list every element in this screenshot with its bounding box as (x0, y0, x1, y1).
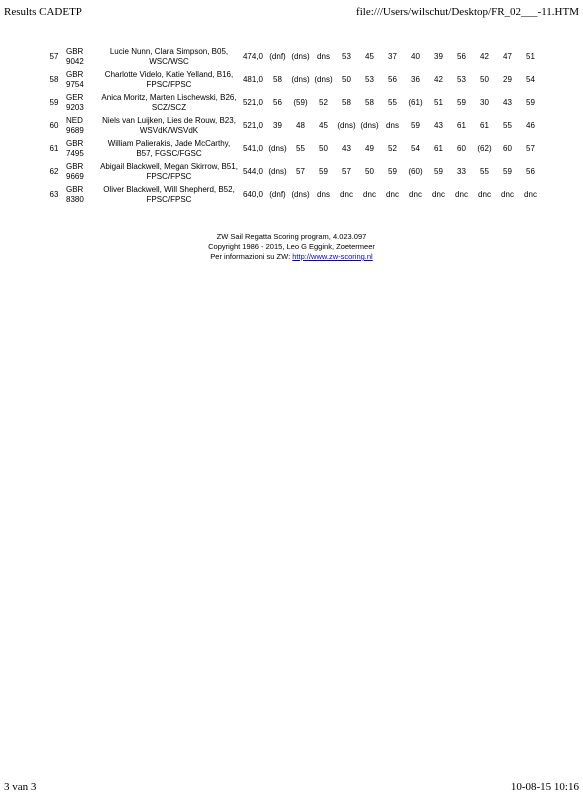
race-score-cell: 58 (273, 74, 282, 84)
race-score-cell: 59 (411, 120, 420, 130)
rank-cell: 61 (49, 143, 59, 153)
crew-club: WSC/WSC (149, 56, 189, 66)
race-score-cell: (62) (477, 143, 492, 153)
crew-club: FPSC/FPSC (146, 171, 192, 181)
race-score-cell: 51 (434, 97, 443, 107)
table-row (44, 160, 542, 183)
race-score-cell: 61 (480, 120, 489, 130)
crew-names: Anica Moritz, Marten Lischewski, B26, (101, 92, 237, 102)
rank-cell: 63 (49, 189, 59, 199)
race-score-cell: 57 (526, 143, 535, 153)
race-score-cell: 50 (480, 74, 489, 84)
race-score-cell: dnc (501, 189, 514, 199)
table-row (44, 183, 542, 206)
race-score-cell: 42 (434, 74, 443, 84)
sail-number: 9689 (66, 125, 84, 135)
sail-number-cell (64, 183, 98, 206)
race-score-cell: 47 (503, 51, 512, 61)
race-score-cell: 55 (296, 143, 305, 153)
credits-copyright: Copyright 1986 - 2015, Leo G Eggink, Zoetermeer (208, 242, 375, 251)
race-score-cell: (dns) (314, 74, 333, 84)
total-points-cell: 474,0 (242, 51, 264, 61)
race-score-cell: 43 (503, 97, 512, 107)
race-score-cell: 37 (388, 51, 397, 61)
crew-names: Charlotte Videlo, Katie Yelland, B16, (104, 69, 234, 79)
crew-cell (98, 160, 240, 183)
race-score-cell: 50 (319, 143, 328, 153)
total-points-cell: 544,0 (242, 166, 264, 176)
race-score-cell: 56 (388, 74, 397, 84)
race-score-cell: 54 (526, 74, 535, 84)
crew-names: Abigail Blackwell, Megan Skirrow, B51, (100, 161, 238, 171)
race-score-cell: 43 (434, 120, 443, 130)
crew-names: William Palierakis, Jade McCarthy, (107, 138, 231, 148)
race-score-cell: 55 (480, 166, 489, 176)
race-score-cell: 53 (342, 51, 351, 61)
race-score-cell: 58 (365, 97, 374, 107)
race-score-cell: 55 (503, 120, 512, 130)
race-score-cell: dnc (363, 189, 376, 199)
credits-info (0, 252, 583, 262)
race-score-cell: 29 (503, 74, 512, 84)
sail-number-cell (64, 91, 98, 114)
crew-cell (98, 183, 240, 206)
race-score-cell: dnc (340, 189, 353, 199)
race-score-cell: 61 (434, 143, 443, 153)
rank-cell: 62 (49, 166, 59, 176)
crew-names: Niels van Luijken, Lies de Rouw, B23, (102, 115, 236, 125)
sail-number: 9754 (66, 79, 84, 89)
print-datetime: 10-08-15 10:16 (510, 781, 579, 793)
race-score-cell: 58 (342, 97, 351, 107)
race-score-cell: 52 (388, 143, 397, 153)
race-score-cell: 39 (434, 51, 443, 61)
total-points-cell: 521,0 (242, 120, 264, 130)
race-score-cell: 59 (526, 97, 535, 107)
sail-number: 9042 (66, 56, 84, 66)
race-score-cell: 59 (388, 166, 397, 176)
page-title: Results CADETP (4, 6, 82, 18)
race-score-cell: 56 (526, 166, 535, 176)
race-score-cell: 59 (434, 166, 443, 176)
race-score-cell: 52 (319, 97, 328, 107)
race-score-cell: 36 (411, 74, 420, 84)
crew-cell (98, 45, 240, 68)
race-score-cell: (dns) (337, 120, 356, 130)
crew-cell (98, 137, 240, 160)
page-number: 3 van 3 (4, 781, 37, 793)
sail-number-cell (64, 114, 98, 137)
total-points-cell: 640,0 (242, 189, 264, 199)
race-score-cell: dnc (455, 189, 468, 199)
race-score-cell: 56 (273, 97, 282, 107)
table-row (44, 45, 542, 68)
race-score-cell: 60 (457, 143, 466, 153)
race-score-cell: dnc (432, 189, 445, 199)
nation-code: GBR (66, 138, 84, 148)
nation-code: GER (66, 92, 84, 102)
race-score-cell: 59 (319, 166, 328, 176)
credits-block (0, 232, 583, 262)
results-table (44, 45, 542, 206)
sail-number-cell (64, 160, 98, 183)
race-score-cell: 51 (526, 51, 535, 61)
race-score-cell: 59 (457, 97, 466, 107)
sail-number: 9203 (66, 102, 84, 112)
table-row (44, 137, 542, 160)
race-score-cell: dns (317, 189, 330, 199)
race-score-cell: 56 (457, 51, 466, 61)
race-score-cell: 43 (342, 143, 351, 153)
table-row (44, 68, 542, 91)
rank-cell: 59 (49, 97, 59, 107)
crew-cell (98, 68, 240, 91)
race-score-cell: 42 (480, 51, 489, 61)
crew-club: FPSC/FPSC (146, 79, 192, 89)
race-score-cell: 50 (365, 166, 374, 176)
race-score-cell: (dns) (291, 74, 310, 84)
race-score-cell: (dns) (291, 51, 310, 61)
race-score-cell: (dns) (291, 189, 310, 199)
total-points-cell: 521,0 (242, 97, 264, 107)
rank-cell: 58 (49, 74, 59, 84)
sail-number-cell (64, 68, 98, 91)
file-url: file:///Users/wilschut/Desktop/FR_02___-11.HTM (356, 6, 579, 18)
race-score-cell: 30 (480, 97, 489, 107)
race-score-cell: 57 (342, 166, 351, 176)
zw-scoring-link[interactable]: http://www.zw-scoring.nl (292, 252, 373, 261)
nation-code: GBR (66, 184, 84, 194)
crew-club: FPSC/FPSC (146, 194, 192, 204)
sail-number-cell (64, 45, 98, 68)
crew-club: SCZ/SCZ (151, 102, 187, 112)
race-score-cell: 59 (503, 166, 512, 176)
race-score-cell: 45 (319, 120, 328, 130)
table-row (44, 91, 542, 114)
race-score-cell: 53 (365, 74, 374, 84)
race-score-cell: 33 (457, 166, 466, 176)
race-score-cell: (dns) (268, 143, 287, 153)
race-score-cell: 57 (296, 166, 305, 176)
sail-number-cell (64, 137, 98, 160)
crew-names: Lucie Nunn, Clara Simpson, B05, (109, 46, 229, 56)
race-score-cell: dnc (478, 189, 491, 199)
crew-cell (98, 114, 240, 137)
race-score-cell: (dnf) (269, 189, 286, 199)
race-score-cell: 54 (411, 143, 420, 153)
crew-club: WSVdK/WSVdK (139, 125, 199, 135)
total-points-cell: 541,0 (242, 143, 264, 153)
race-score-cell: 40 (411, 51, 420, 61)
race-score-cell: 49 (365, 143, 374, 153)
race-score-cell: dns (386, 120, 399, 130)
race-score-cell: (dns) (268, 166, 287, 176)
race-score-cell: (59) (293, 97, 308, 107)
race-score-cell: dnc (524, 189, 537, 199)
race-score-cell: dns (317, 51, 330, 61)
sail-number: 7495 (66, 148, 84, 158)
nation-code: GBR (66, 69, 84, 79)
nation-code: GBR (66, 161, 84, 171)
race-score-cell: 48 (296, 120, 305, 130)
rank-cell: 57 (49, 51, 59, 61)
nation-code: GBR (66, 46, 84, 56)
sail-number: 9669 (66, 171, 84, 181)
race-score-cell: 60 (503, 143, 512, 153)
race-score-cell: 39 (273, 120, 282, 130)
credits-program: ZW Sail Regatta Scoring program, 4.023.097 (216, 232, 367, 241)
nation-code: NED (66, 115, 83, 125)
race-score-cell: dnc (386, 189, 399, 199)
sail-number: 8380 (66, 194, 84, 204)
race-score-cell: (60) (408, 166, 423, 176)
race-score-cell: 45 (365, 51, 374, 61)
race-score-cell: (dns) (360, 120, 379, 130)
crew-club: B57, FGSC/FGSC (136, 148, 202, 158)
race-score-cell: 53 (457, 74, 466, 84)
crew-cell (98, 91, 240, 114)
rank-cell: 60 (49, 120, 59, 130)
race-score-cell: 55 (388, 97, 397, 107)
race-score-cell: (61) (408, 97, 423, 107)
race-score-cell: (dnf) (269, 51, 286, 61)
credits-info-prefix: Per informazioni su ZW: (210, 252, 293, 261)
race-score-cell: dnc (409, 189, 422, 199)
table-row (44, 114, 542, 137)
crew-names: Oliver Blackwell, Will Shepherd, B52, (103, 184, 235, 194)
race-score-cell: 46 (526, 120, 535, 130)
race-score-cell: 61 (457, 120, 466, 130)
total-points-cell: 481,0 (242, 74, 264, 84)
race-score-cell: 50 (342, 74, 351, 84)
